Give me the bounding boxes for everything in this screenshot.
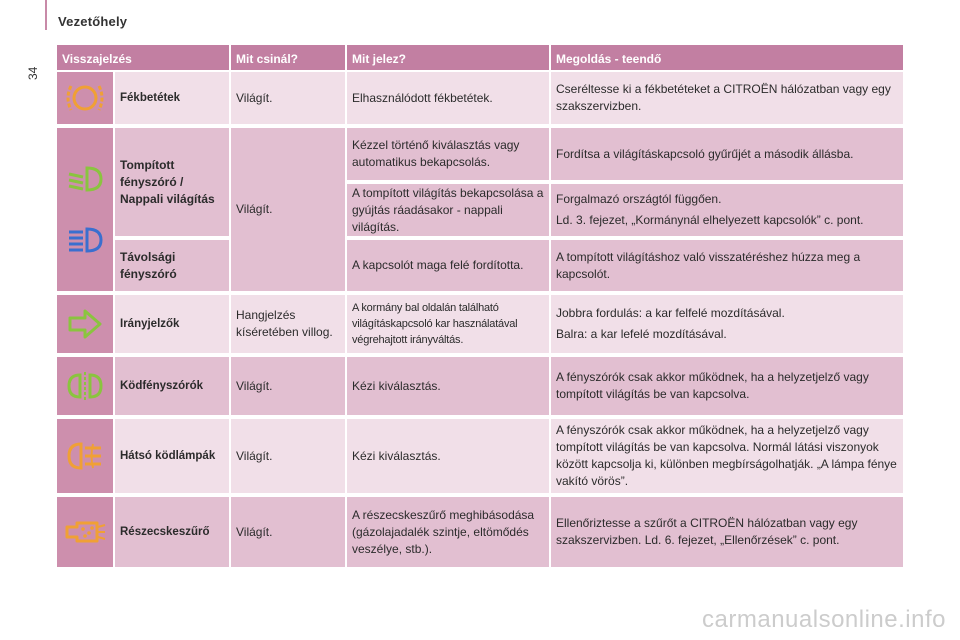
lamp-name: Hátsó ködlámpák [115,419,231,493]
rear-fog-lamp-icon [65,439,105,473]
lamp-name: Fékbetétek [115,72,231,124]
table-header [57,45,903,72]
warning-lamps-table [57,45,903,571]
lamp-behaviour: Világít. [231,357,347,415]
lamp-name: Tompított fényszóró / Nappali világítás [115,128,231,240]
table-row [57,497,903,571]
lamp-meaning: A kapcsolót maga felé fordította. [347,240,551,291]
page-title: Vezetőhely [58,14,128,29]
lamp-solution: Forgalmazó országtól függően. Ld. 3. fejezet, „Kormánynál elhelyezett kapcsolók” c. pont. [551,184,903,240]
lamp-solution: A fényszórók csak akkor működnek, ha a helyzetjelző vagy tompított világítás be van kapcsolva. Normál látási viszonyok között kapcsolja ki, különben megbírságolhatják. „A lámpa fénye vakító vörös”. [551,419,903,493]
lamp-behaviour: Hangjelzés kíséretében villog. [231,295,347,353]
lamp-meaning: A tompított világítás bekapcsolása a gyújtás ráadásakor - nappali világítás. [347,184,551,240]
table-row [57,419,903,497]
column-header: Visszajelzés [57,45,231,70]
lamp-behaviour: Világít. [231,128,347,291]
lamp-solution: Fordítsa a világításkapcsoló gyűrűjét a második állásba. [551,128,903,184]
page-number: 34 [26,66,40,80]
lamp-meaning: Kézzel történő kiválasztás vagy automatikus bekapcsolás. [347,128,551,184]
lamp-meaning: Kézi kiválasztás. [347,357,551,415]
lamp-solution: A tompított világításhoz való visszatéréshez húzza meg a kapcsolót. [551,240,903,291]
lamp-name: Távolsági fényszóró [115,240,231,291]
column-header: Mit csinál? [231,45,347,70]
lamp-meaning: Elhasználódott fékbetétek. [347,72,551,124]
fog-lamp-icon [65,369,105,403]
column-header: Mit jelez? [347,45,551,70]
lamp-behaviour: Világít. [231,497,347,567]
table-row [57,357,903,419]
lamp-name: Ködfényszórók [115,357,231,415]
direction-indicator-icon [65,307,105,341]
lamp-meaning: Kézi kiválasztás. [347,419,551,493]
lamp-solution: Jobbra fordulás: a kar felfelé mozdításával. Balra: a kar lefelé mozdításával. [551,295,903,353]
lamp-name: Irányjelzők [115,295,231,353]
column-header: Megoldás - teendő [556,52,662,66]
lamp-solution: Cseréltesse ki a fékbetéteket a CITROËN hálózatban vagy egy szakszervizben. [551,72,903,124]
particle-filter-icon [63,515,107,549]
lamp-name: Részecskeszűrő [115,497,231,567]
table-row-group [57,128,903,295]
watermark: carmanualsonline.info [702,606,946,633]
main-beam-icon [65,226,105,254]
dipped-beam-icon [65,165,105,193]
lamp-solution: Ellenőriztesse a szűrőt a CITROËN hálózatban vagy egy szakszervizben. Ld. 6. fejezet, „Ellenőrzések” c. pont. [551,497,903,567]
lamp-meaning: A kormány bal oldalán található világításkapcsoló kar használatával végrehajtott irányváltás. [347,295,551,353]
brake-pad-icon [65,81,105,115]
header-accent-bar [45,0,47,30]
lamp-meaning: A részecskeszűrő meghibásodása (gázolajadalék szintje, eltömődés veszélye, stb.). [347,497,551,567]
lamp-behaviour: Világít. [231,419,347,493]
table-row [57,295,903,357]
table-row [57,72,903,128]
lamp-behaviour: Világít. [231,72,347,124]
lamp-solution: A fényszórók csak akkor működnek, ha a helyzetjelző vagy tompított világítás be van kapcsolva. [551,357,903,415]
